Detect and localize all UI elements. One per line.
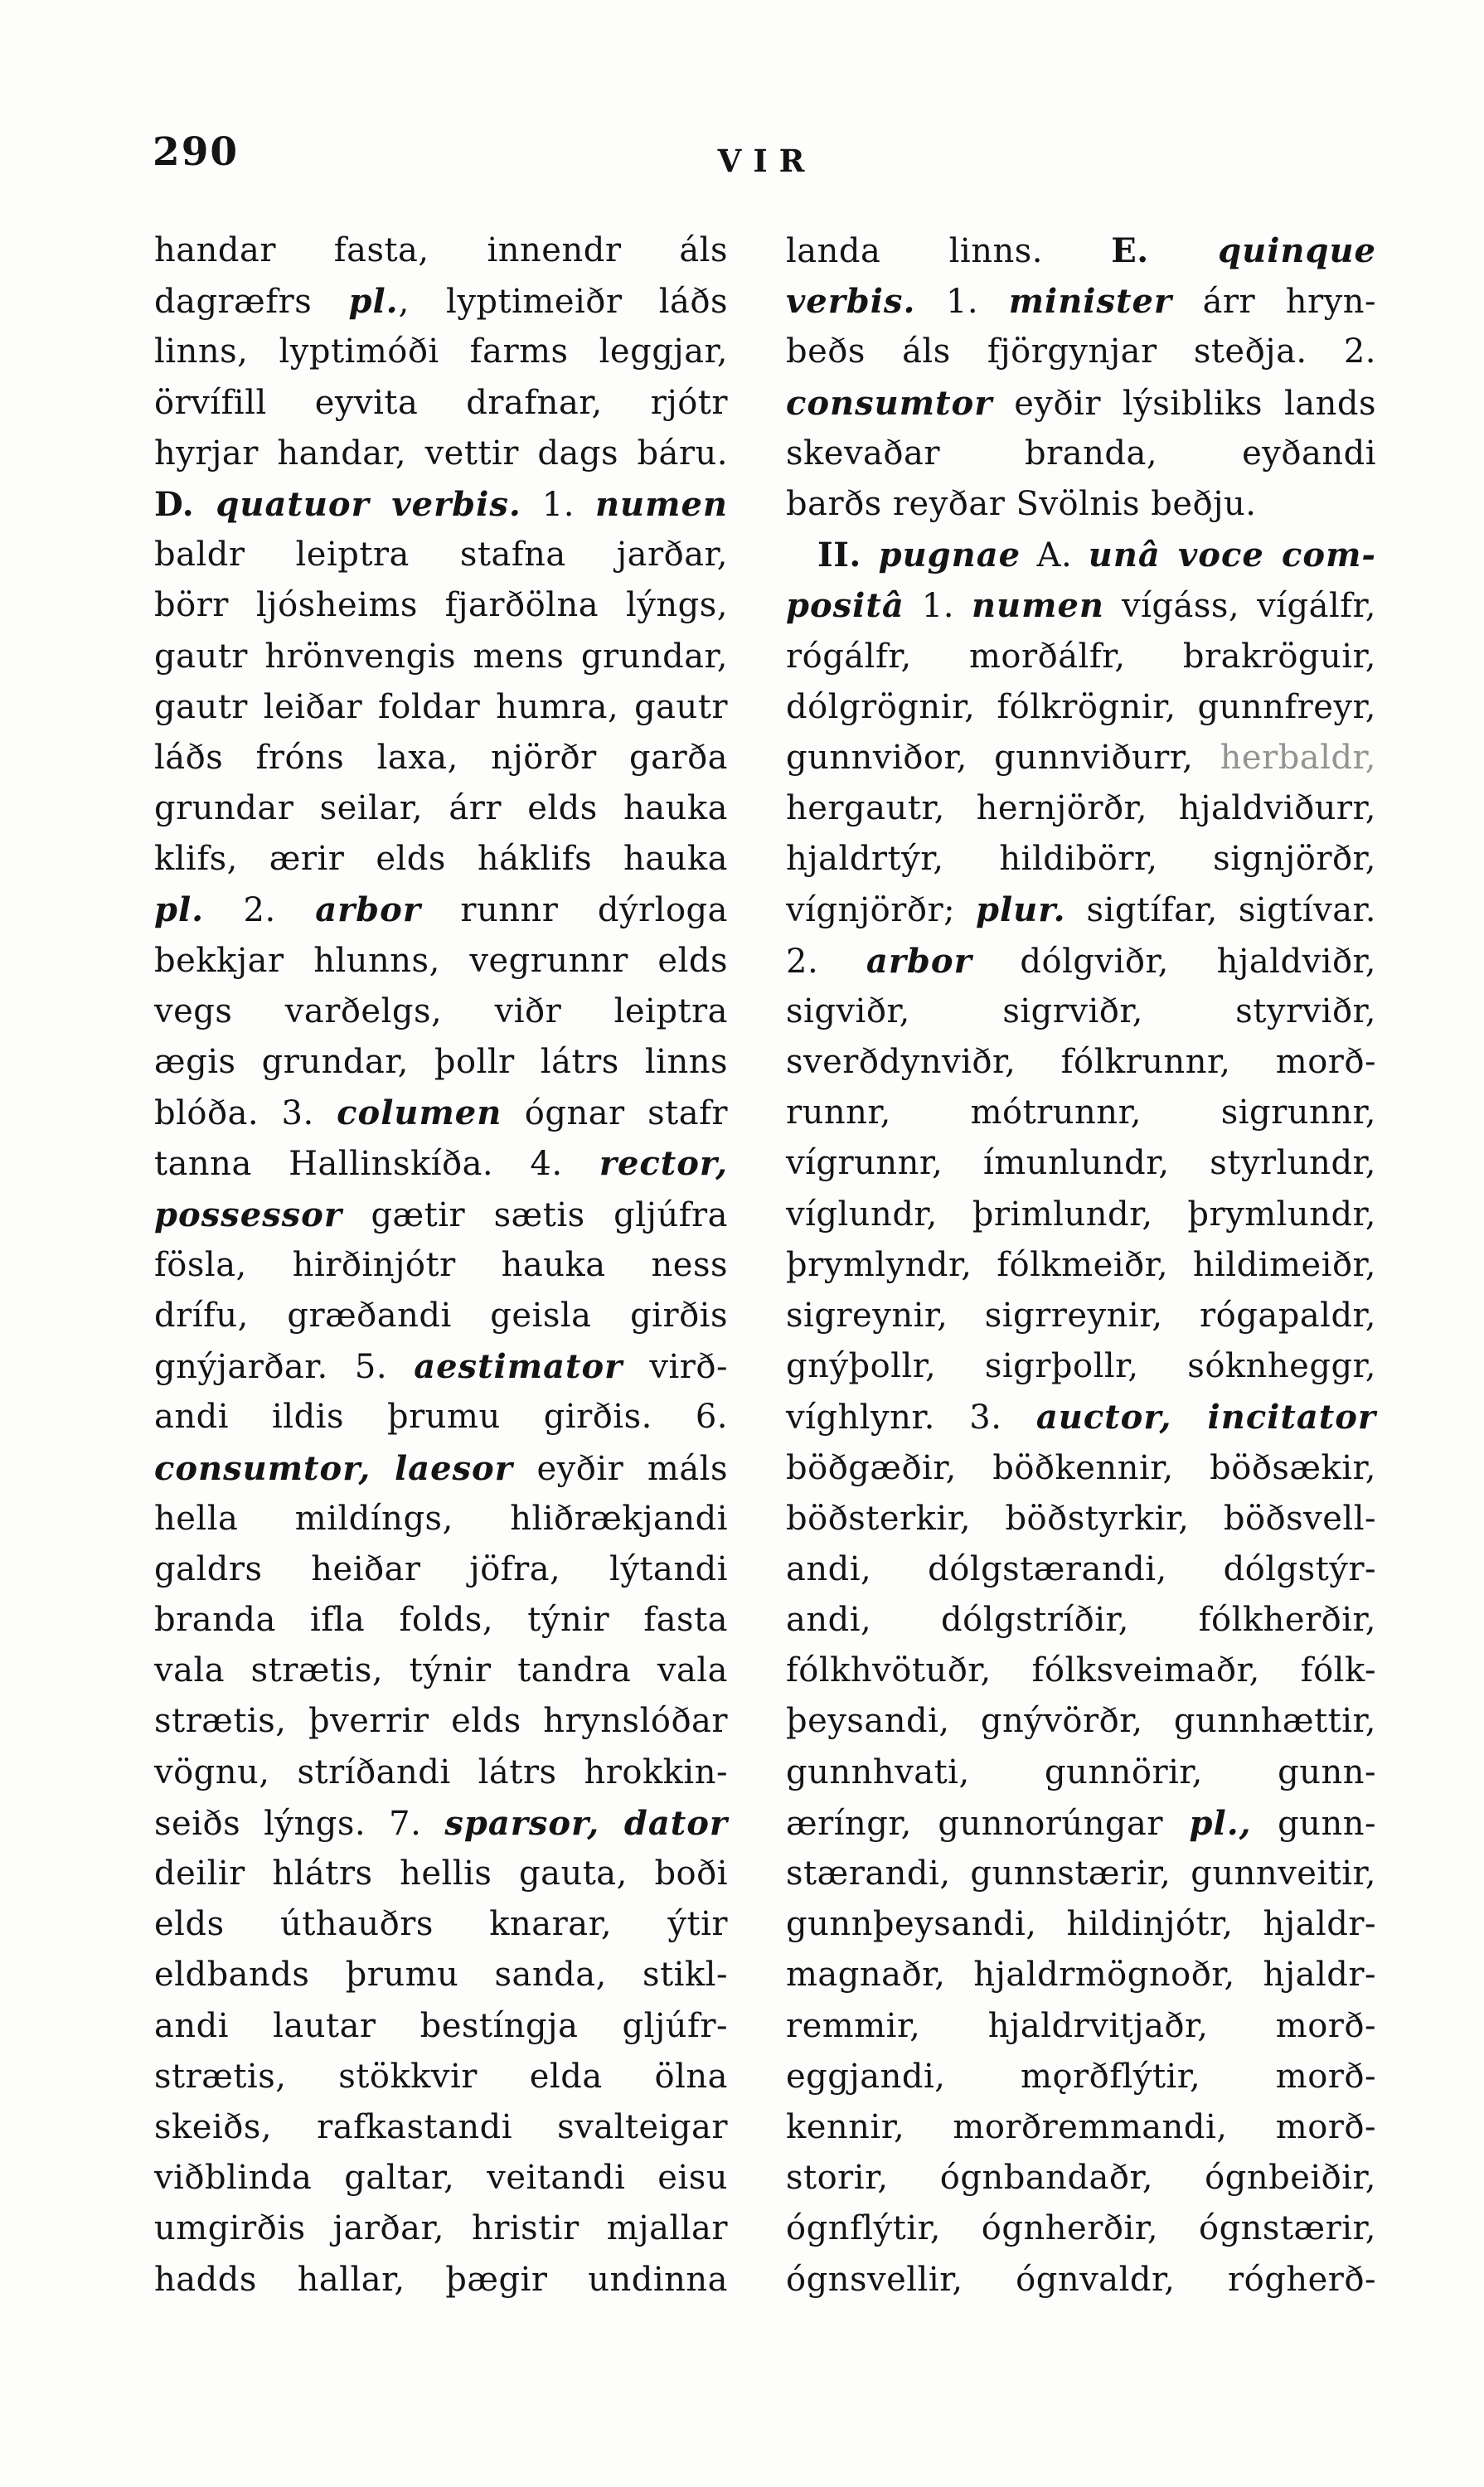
column-left	[154, 225, 728, 2305]
text-line: pl. 2. arbor runnr dýrloga	[154, 890, 729, 930]
text-line: ógnsvellir, ógnvaldr, rógherð-	[786, 2260, 1376, 2299]
text-line: gautr hrönvengis mens grundar,	[154, 637, 728, 676]
text-line: æríngr, gunnorúngar pl., gunn-	[786, 1803, 1376, 1843]
text-line: vegs varðelgs, viðr leiptra	[154, 991, 728, 1030]
text-line: galdrs heiðar jöfra, lýtandi	[154, 1549, 728, 1588]
text-line: andi lautar bestíngja gljúfr-	[154, 2006, 728, 2045]
text-line: sverðdynviðr, fólkrunnr, morð-	[786, 1043, 1376, 1081]
text-line: deilir hlátrs hellis gauta, boði	[154, 1854, 728, 1893]
text-line: consumtor eyðir lýsibliks lands	[786, 383, 1376, 423]
text-line: víglundr, þrimlundr, þrymlundr,	[786, 1195, 1376, 1234]
text-line: klifs, ærir elds háklifs hauka	[154, 840, 728, 879]
text-line: hadds hallar, þægir undinna	[154, 2260, 728, 2299]
text-line: víghlynr. 3. auctor, incitator	[786, 1398, 1376, 1437]
text-line: hella mildíngs, hliðrækjandi	[154, 1499, 728, 1538]
text-line: verbis. 1. minister árr hryn-	[786, 282, 1377, 322]
text-line: D. quatuor verbis. 1. numen	[154, 484, 728, 524]
text-line: linns, lyptimóði farms leggjar,	[154, 332, 728, 371]
text-line: possessor gætir sætis gljúfra	[154, 1195, 728, 1234]
text-line: hjaldrtýr, hildibörr, signjörðr,	[786, 840, 1376, 879]
text-line: gunnviðor, gunnviðurr, herbaldr,	[786, 738, 1376, 777]
text-line: rógálfr, morðálfr, brakröguir,	[786, 637, 1376, 676]
text-line: andi, dólgstríðir, fólkherðir,	[786, 1601, 1376, 1640]
text-line: andi ildis þrumu girðis. 6.	[154, 1398, 728, 1437]
text-line: vögnu, stríðandi látrs hrokkin-	[154, 1753, 728, 1791]
text-line: tanna Hallinskíða. 4. rector,	[154, 1144, 728, 1184]
text-line: hyrjar handar, vettir dags báru.	[154, 434, 728, 473]
text-line: kennir, morðremmandi, morð-	[786, 2107, 1376, 2146]
text-line: bekkjar hlunns, vegrunnr elds	[154, 941, 728, 980]
text-line: ægis grundar, þollr látrs linns	[154, 1043, 728, 1081]
text-line: eldbands þrumu sanda, stikl-	[154, 1956, 728, 1995]
text-line: beðs áls fjörgynjar steðja. 2.	[786, 332, 1376, 371]
text-line: böðgæðir, böðkennir, böðsækir,	[786, 1448, 1376, 1487]
text-line: þeysandi, gnývörðr, gunnhættir,	[786, 1702, 1376, 1741]
text-line: viðblinda galtar, veitandi eisu	[154, 2159, 728, 2198]
text-line: gnýþollr, sigrþollr, sóknheggr,	[786, 1347, 1376, 1386]
text-line: gunnþeysandi, hildinjótr, hjaldr-	[786, 1905, 1376, 1944]
text-line: gautr leiðar foldar humra, gautr	[154, 687, 728, 726]
text-line: drífu, græðandi geisla girðis	[154, 1296, 728, 1335]
text-line: sigviðr, sigrviðr, styrviðr,	[786, 991, 1376, 1030]
text-line: elds úthauðrs knarar, ýtir	[154, 1905, 728, 1944]
text-line: seiðs lýngs. 7. sparsor, dator	[154, 1803, 728, 1843]
text-line: fösla, hirðinjótr hauka ness	[154, 1245, 728, 1284]
running-header: VIR	[717, 143, 817, 179]
page-number: 290	[153, 129, 240, 175]
text-line: strætis, þverrir elds hrynslóðar	[154, 1702, 728, 1741]
text-line: andi, dólgstærandi, dólgstýr-	[786, 1549, 1376, 1588]
text-line: handar fasta, innendr áls	[154, 231, 728, 269]
text-line: blóða. 3. columen ógnar stafr	[154, 1093, 728, 1133]
text-line: consumtor, laesor eyðir máls	[154, 1448, 729, 1488]
text-line: ógnflýtir, ógnherðir, ógnstærir,	[786, 2209, 1376, 2248]
text-line: böðsterkir, böðstyrkir, böðsvell-	[786, 1499, 1376, 1538]
text-line: sigreynir, sigrreynir, rógapaldr,	[786, 1296, 1376, 1335]
text-line: runnr, mótrunnr, sigrunnr,	[786, 1093, 1376, 1132]
text-line: börr ljósheims fjarðölna lýngs,	[154, 586, 728, 625]
text-line: II. pugnae A. unâ voce com-	[817, 536, 1376, 575]
text-line: gnýjarðar. 5. aestimator virð-	[154, 1347, 728, 1387]
text-line: positâ 1. numen vígáss, vígálfr,	[786, 586, 1376, 626]
text-line: dólgrögnir, fólkrögnir, gunnfreyr,	[786, 687, 1376, 726]
text-line: dagræfrs pl., lyptimeiðr láðs	[154, 282, 728, 322]
text-line: umgirðis jarðar, hristir mjallar	[154, 2209, 728, 2248]
text-line: vígrunnr, ímunlundr, styrlundr,	[786, 1144, 1376, 1183]
text-line: baldr leiptra stafna jarðar,	[154, 536, 728, 574]
text-line: storir, ógnbandaðr, ógnbeiðir,	[786, 2159, 1376, 2198]
text-line: 2. arbor dólgviðr, hjaldviðr,	[786, 941, 1376, 981]
text-line: magnaðr, hjaldrmögnoðr, hjaldr-	[786, 1956, 1376, 1995]
text-line: strætis, stökkvir elda ölna	[154, 2057, 728, 2096]
text-line: stærandi, gunnstærir, gunnveitir,	[786, 1854, 1376, 1893]
text-line: landa linns. E. quinque	[786, 231, 1376, 270]
text-line: fólkhvötuðr, fólksveimaðr, fólk-	[786, 1651, 1376, 1690]
text-line: láðs fróns laxa, njörðr garða	[154, 738, 728, 777]
column-right	[786, 225, 1376, 2305]
text-line: branda ifla folds, týnir fasta	[154, 1601, 728, 1640]
text-line: vala strætis, týnir tandra vala	[154, 1651, 728, 1690]
text-line: þrymlyndr, fólkmeiðr, hildimeiðr,	[786, 1245, 1376, 1284]
text-line: remmir, hjaldrvitjaðr, morð-	[786, 2006, 1376, 2045]
text-line: gunnhvati, gunnörir, gunn-	[786, 1753, 1376, 1791]
text-line: skevaðar branda, eyðandi	[786, 434, 1376, 473]
text-line: hergautr, hernjörðr, hjaldviðurr,	[786, 789, 1376, 828]
text-line: grundar seilar, árr elds hauka	[154, 789, 728, 828]
text-line: skeiðs, rafkastandi svalteigar	[154, 2107, 728, 2146]
text-line: vígnjörðr; plur. sigtífar, sigtívar.	[786, 890, 1376, 930]
text-line: eggjandi, mǫrðflýtir, morð-	[786, 2057, 1376, 2096]
text-line: barðs reyðar Svölnis beðju.	[786, 484, 1257, 523]
text-line: örvífill eyvita drafnar, rjótr	[154, 383, 728, 422]
